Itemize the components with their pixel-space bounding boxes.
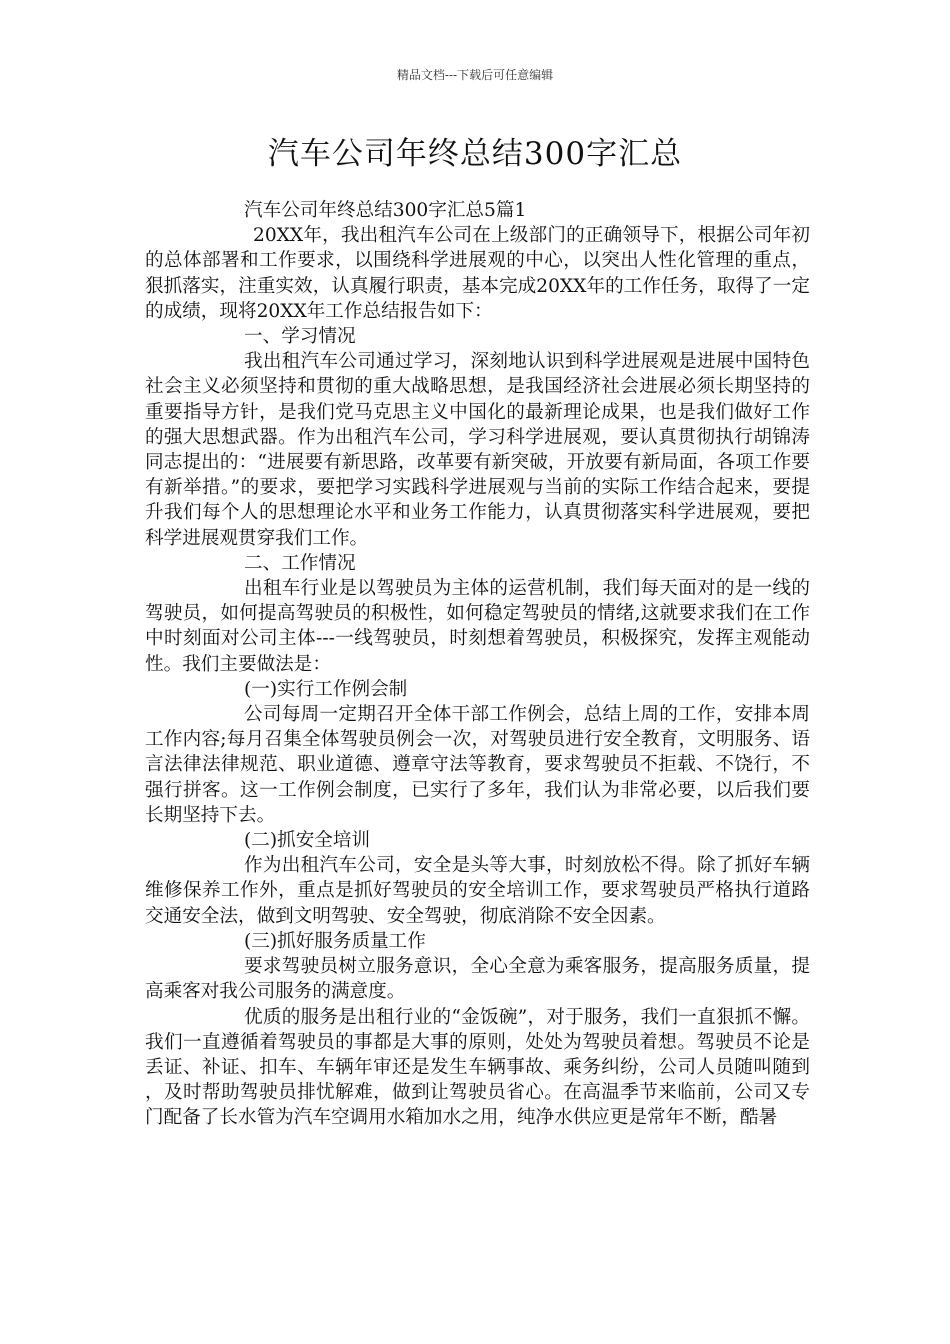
heading-safety: (二)抓安全培训 <box>244 830 371 852</box>
heading-work: 二、工作情况 <box>244 552 356 574</box>
paragraph-quality: 优质的服务是出租行业的“金饭碗”，对于服务，我们一直狠抓不懈。我们一直遵循着驾驶员的事都是大事的原则，处处为驾驶员着想。驾驶员不论是丢证、补证、扣车、车辆年审还是发生车辆事故、乘务纠纷，公司人员随叫随到，及时帮助驾驶员排忧解难，做到让驾驶员省心。在高温季节来临前，公司又专门配备了长水管为汽车空调用水箱加水之用，纯净水供应更是常年不断，酷暑 <box>145 1006 810 1129</box>
heading-meeting: (一)实行工作例会制 <box>244 678 408 700</box>
paragraph-study: 我出租汽车公司通过学习，深刻地认识到科学进展观是进展中国特色社会主义必须坚持和贯彻的重大战略思想，是我国经济社会进展必须长期坚持的重要指导方针，是我们党马克思主义中国化的最新理论成果，也是我们做好工作的强大思想武器。作为出租汽车公司，学习科学进展观，要认真贯彻执行胡锦涛同志提出的：“进展要有新思路，改革要有新突破，开放要有新局面，各项工作要有新举措。”的要求，要把学习实践科学进展观与当前的实际工作结合起来，要提升我们每个人的思想理论水平和业务工作能力，认真贯彻落实科学进展观，要把科学进展观贯穿我们工作。 <box>145 351 810 549</box>
heading-service: (三)抓好服务质量工作 <box>244 930 426 952</box>
paragraph-service: 要求驾驶员树立服务意识，全心全意为乘客服务，提高服务质量，提高乘客对我公司服务的满意度。 <box>145 956 810 1003</box>
heading-study: 一、学习情况 <box>244 326 356 348</box>
document-title: 汽车公司年终总结300字汇总 <box>267 136 683 172</box>
document-body <box>145 198 810 1131</box>
section-subtitle: 汽车公司年终总结300字汇总5篇1 <box>244 200 527 221</box>
paragraph-intro: 20XX年，我出租汽车公司在上级部门的正确领导下，根据公司年初的总体部署和工作要求，以围绕科学进展观的中心，以突出人性化管理的重点，狠抓落实，注重实效，认真履行职责，基本完成20XX年的工作任务，取得了一定的成绩，现将20XX年工作总结报告如下： <box>145 225 810 322</box>
paragraph-meeting: 公司每周一定期召开全体干部工作例会，总结上周的工作，安排本周工作内容;每月召集全体驾驶员例会一次，对驾驶员进行安全教育，文明服务、语言法律法律规范、职业道德、遵章守法等教育，要求驾驶员不拒载、不饶行，不强行拼客。这一工作例会制度，已实行了多年，我们认为非常必要，以后我们要长期坚持下去。 <box>145 704 810 826</box>
paragraph-safety: 作为出租汽车公司，安全是头等大事，时刻放松不得。除了抓好车辆维修保养工作外，重点是抓好驾驶员的安全培训工作，要求驾驶员严格执行道路交通安全法，做到文明驾驶、安全驾驶，彻底消除不安全因素。 <box>145 855 810 927</box>
paragraph-work: 出租车行业是以驾驶员为主体的运营机制，我们每天面对的是一线的驾驶员，如何提高驾驶员的积极性，如何稳定驾驶员的情绪,这就要求我们在工作中时刻面对公司主体---一线驾驶员，时刻想着驾驶员，积极探究，发挥主观能动性。我们主要做法是： <box>145 578 810 675</box>
page-header: 精品文档---下载后可任意编辑 <box>396 68 554 82</box>
